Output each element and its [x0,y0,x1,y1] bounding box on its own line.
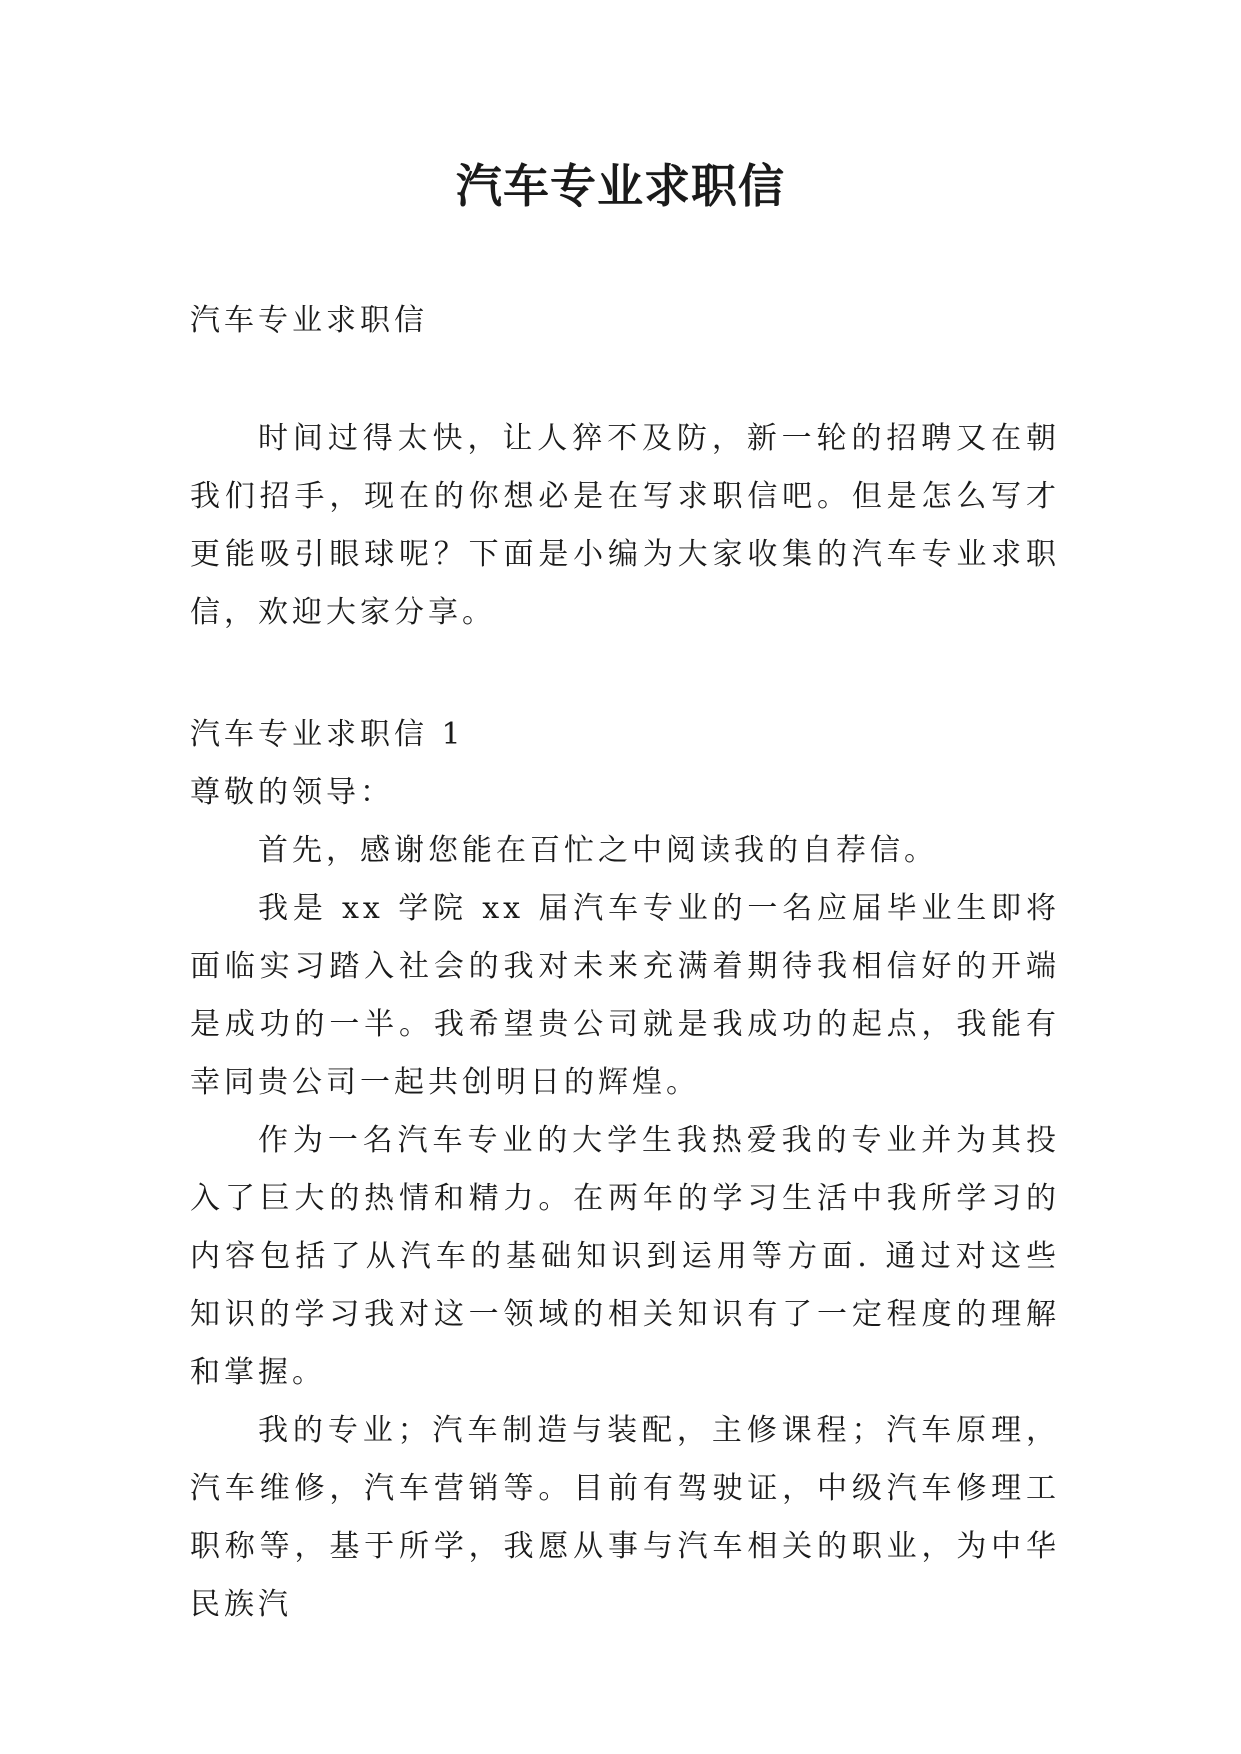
body-paragraph: 我是 xx 学院 xx 届汽车专业的一名应届毕业生即将面临实习踏入社会的我对未来充满着期待我相信好的开端是成功的一半。我希望贵公司就是我成功的起点，我能有幸同贵公司一起共创明日的辉煌。 [190,891,1060,1100]
document-body [190,292,1060,1634]
body-paragraph: 首先，感谢您能在百忙之中阅读我的自荐信。 [258,833,938,868]
intro-paragraph: 时间过得太快，让人猝不及防，新一轮的招聘又在朝我们招手，现在的你想必是在写求职信吧。但是怎么写才更能吸引眼球呢？下面是小编为大家收集的汽车专业求职信，欢迎大家分享。 [190,421,1060,630]
body-paragraph: 作为一名汽车专业的大学生我热爱我的专业并为其投入了巨大的热情和精力。在两年的学习生活中我所学习的内容包括了从汽车的基础知识到运用等方面. 通过对这些知识的学习我对这一领域的相关知识有了一定程度的理解和掌握。 [190,1123,1060,1390]
salutation: 尊敬的领导： [190,775,394,810]
letter-heading: 汽车专业求职信 1 [190,717,465,752]
document-title: 汽车专业求职信 [456,159,785,213]
body-paragraph: 我的专业；汽车制造与装配，主修课程；汽车原理，汽车维修，汽车营销等。目前有驾驶证，中级汽车修理工职称等，基于所学，我愿从事与汽车相关的职业，为中华民族汽 [190,1413,1060,1622]
document-subtitle: 汽车专业求职信 [190,303,428,338]
